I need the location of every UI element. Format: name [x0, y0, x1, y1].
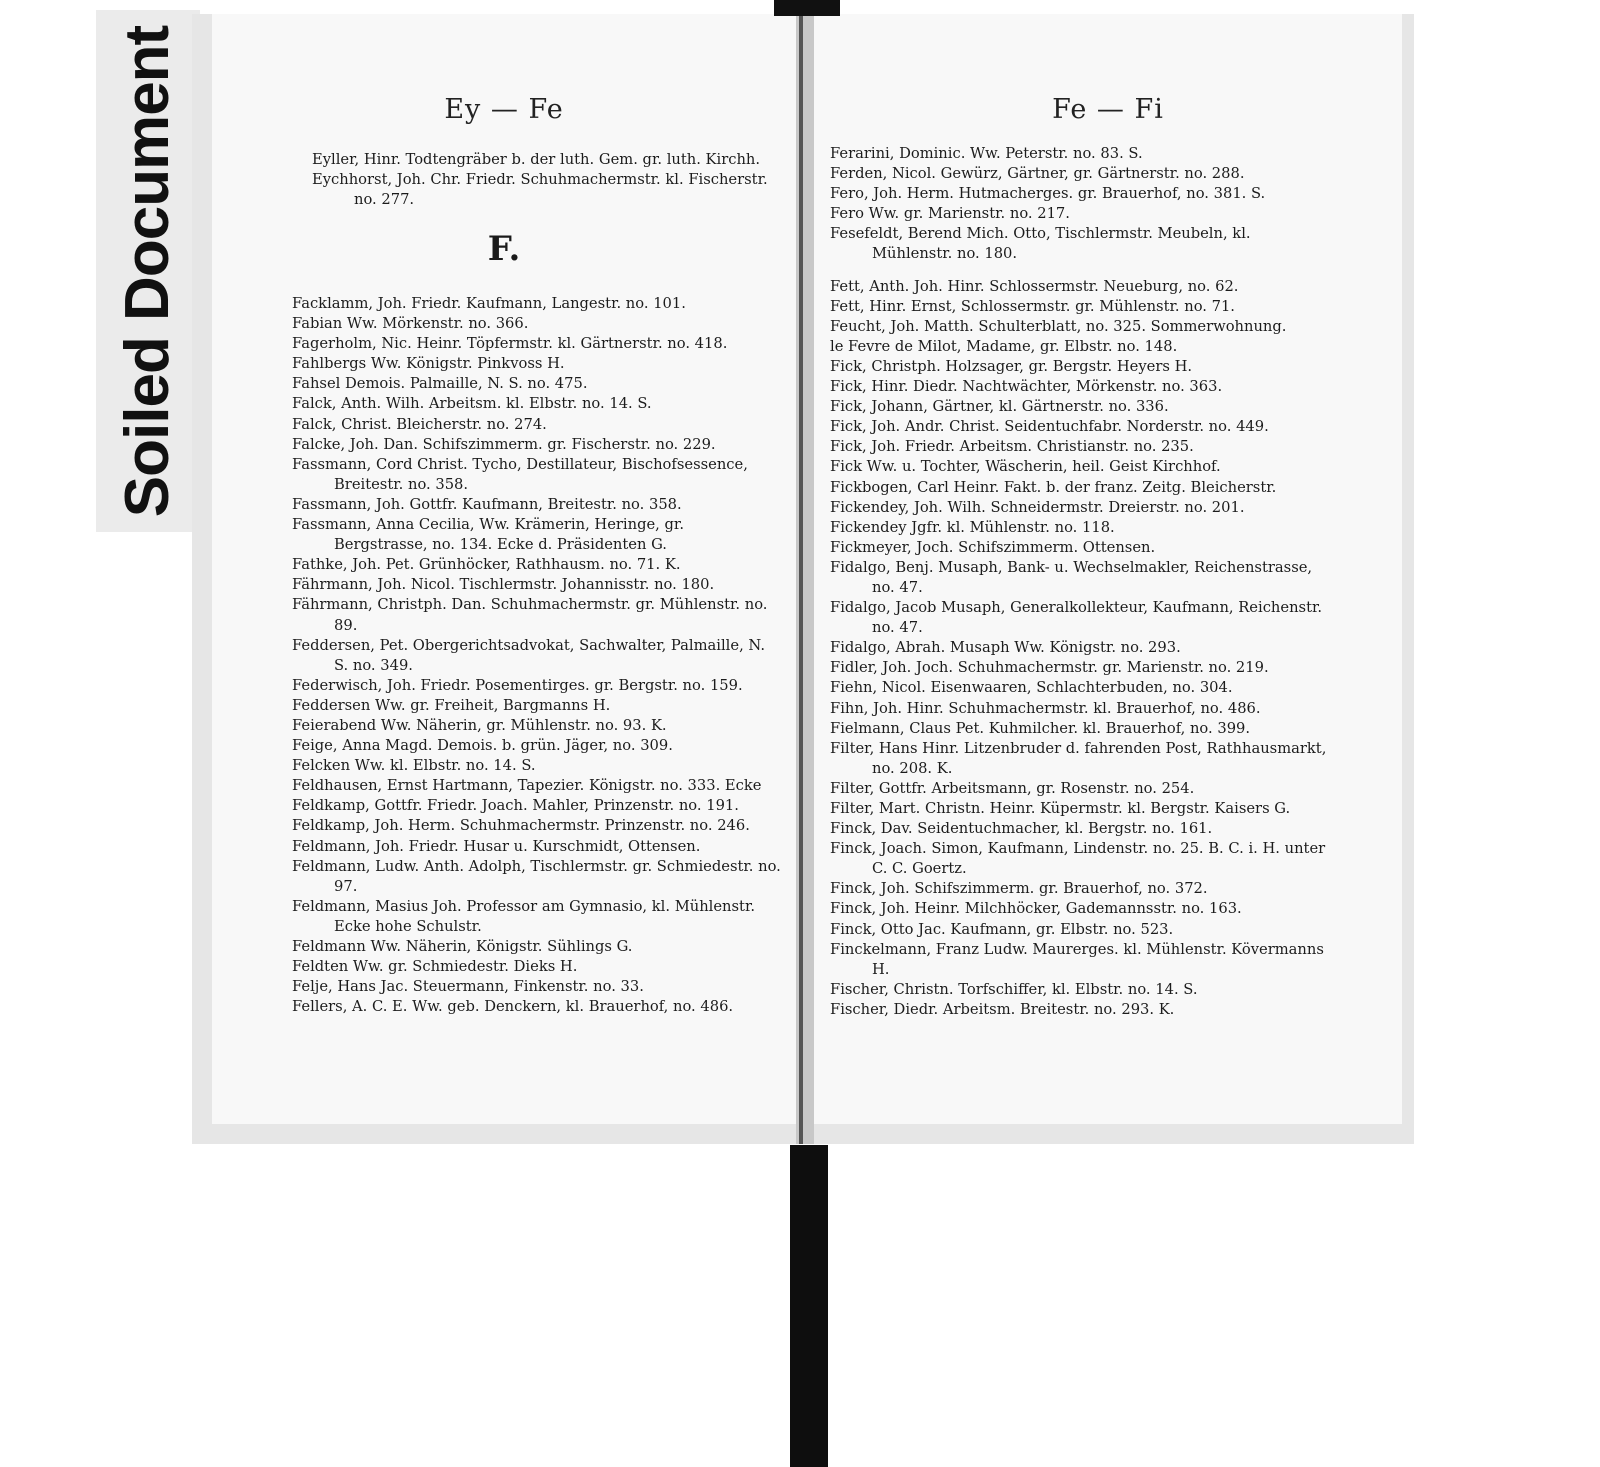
directory-entry: Felje, Hans Jac. Steuermann, Finkenstr. no. 33.	[292, 978, 644, 996]
left-entries	[292, 294, 782, 1017]
gutter-fold-line	[799, 14, 803, 1144]
right-running-head: Fe — Fi	[1052, 94, 1164, 125]
left-page	[212, 14, 796, 1124]
directory-entry: Finck, Joh. Heinr. Milchhöcker, Gademannsstr. no. 163.	[830, 900, 1242, 918]
directory-entry: Finck, Otto Jac. Kaufmann, gr. Elbstr. no. 523.	[830, 920, 1174, 938]
directory-entry: Federwisch, Joh. Friedr. Posementirges. gr. Bergstr. no. 159.	[292, 676, 743, 694]
directory-entry: Falck, Christ. Bleicherstr. no. 274.	[292, 415, 547, 433]
directory-entry: Fahsel Demois. Palmaille, N. S. no. 475.	[292, 375, 588, 393]
directory-entry: Fischer, Christn. Torfschiffer, kl. Elbstr. no. 14. S.	[830, 980, 1198, 998]
directory-entry: Fassmann, Cord Christ. Tycho, Destillateur, Bischofsessence, Breitestr. no. 358.	[292, 455, 748, 493]
directory-entry: Eyller, Hinr. Todtengräber b. der luth. Gem. gr. luth. Kirchh.	[312, 151, 761, 168]
bookmark-ribbon-top	[774, 0, 840, 16]
directory-entry: Fidalgo, Jacob Musaph, Generalkollekteur, Kaufmann, Reichenstr. no. 47.	[830, 599, 1323, 637]
directory-entry: Fathke, Joh. Pet. Grünhöcker, Rathhausm. no. 71. K.	[292, 556, 681, 574]
book-spread	[192, 14, 1414, 1144]
section-letter: F.	[487, 229, 521, 269]
left-top-entries	[312, 150, 782, 210]
directory-entry: Feldmann, Joh. Friedr. Husar u. Kurschmidt, Ottensen.	[292, 837, 701, 855]
directory-entry: Filter, Mart. Christn. Heinr. Küpermstr. kl. Bergstr. Kaisers G.	[830, 800, 1291, 817]
directory-entry: Fickendey Jgfr. kl. Mühlenstr. no. 118.	[830, 518, 1115, 536]
directory-entry: Finck, Dav. Seidentuchmacher, kl. Bergstr. no. 161.	[830, 820, 1213, 838]
directory-entry: Filter, Hans Hinr. Litzenbruder d. fahrenden Post, Rathhausmarkt, no. 208. K.	[830, 739, 1327, 777]
directory-entry: Fick, Joh. Andr. Christ. Seidentuchfabr. Norderstr. no. 449.	[830, 418, 1269, 436]
directory-entry: Feldten Ww. gr. Schmiedestr. Dieks H.	[292, 958, 578, 976]
directory-entry: Fiehn, Nicol. Eisenwaaren, Schlachterbuden, no. 304.	[830, 679, 1233, 697]
directory-entry: Feldmann, Ludw. Anth. Adolph, Tischlermstr. gr. Schmiedestr. no. 97.	[292, 857, 781, 895]
directory-entry: Fickendey, Joh. Wilh. Schneidermstr. Dreierstr. no. 201.	[830, 498, 1245, 516]
directory-entry: Fickmeyer, Joch. Schifszimmerm. Ottensen.	[830, 538, 1156, 556]
directory-entry: Feddersen Ww. gr. Freiheit, Bargmanns H.	[292, 696, 611, 714]
directory-entry: Feierabend Ww. Näherin, gr. Mühlenstr. no. 93. K.	[292, 716, 667, 734]
directory-entry: Filter, Gottfr. Arbeitsmann, gr. Rosenstr. no. 254.	[830, 779, 1195, 797]
directory-entry: Feddersen, Pet. Obergerichtsadvokat, Sachwalter, Palmaille, N. S. no. 349.	[292, 636, 765, 674]
directory-entry: Eychhorst, Joh. Chr. Friedr. Schuhmachermstr. kl. Fischerstr. no. 277.	[312, 171, 768, 209]
directory-entry: Fero Ww. gr. Marienstr. no. 217.	[830, 205, 1070, 223]
right-page	[814, 14, 1402, 1124]
directory-entry: Fidler, Joh. Joch. Schuhmachermstr. gr. Marienstr. no. 219.	[830, 659, 1269, 677]
directory-entry: Finckelmann, Franz Ludw. Maurerges. kl. Mühlenstr. Kövermanns H.	[830, 940, 1324, 978]
directory-entry: Ferden, Nicol. Gewürz, Gärtner, gr. Gärtnerstr. no. 288.	[830, 165, 1245, 183]
bookmark-ribbon-bottom	[790, 1145, 828, 1467]
stamp-label-wrapper	[96, 10, 200, 532]
directory-entry: Fero, Joh. Herm. Hutmacherges. gr. Brauerhof, no. 381. S.	[830, 185, 1266, 203]
directory-entry: Fick Ww. u. Tochter, Wäscherin, heil. Geist Kirchhof.	[830, 458, 1221, 476]
stamp-label-strip	[96, 10, 200, 532]
directory-entry: Finck, Joh. Schifszimmerm. gr. Brauerhof, no. 372.	[830, 880, 1208, 898]
directory-entry: Fahlbergs Ww. Königstr. Pinkvoss H.	[292, 355, 565, 373]
directory-entry: le Fevre de Milot, Madame, gr. Elbstr. no. 148.	[830, 337, 1178, 355]
left-running-head: Ey — Fe	[444, 94, 564, 125]
directory-entry: Feldmann Ww. Näherin, Königstr. Sühlings G.	[292, 938, 633, 955]
right-entries	[830, 144, 1330, 1020]
directory-entry: Fabian Ww. Mörkenstr. no. 366.	[292, 315, 529, 333]
directory-entry: Fihn, Joh. Hinr. Schuhmachermstr. kl. Brauerhof, no. 486.	[830, 699, 1261, 717]
directory-entry: Feldkamp, Joh. Herm. Schuhmachermstr. Prinzenstr. no. 246.	[292, 817, 750, 835]
directory-entry: Falcke, Joh. Dan. Schifszimmerm. gr. Fischerstr. no. 229.	[292, 435, 716, 453]
directory-entry: Fidalgo, Abrah. Musaph Ww. Königstr. no. 293.	[830, 639, 1181, 657]
directory-entry: Felcken Ww. kl. Elbstr. no. 14. S.	[292, 757, 536, 775]
directory-entry: Fidalgo, Benj. Musaph, Bank- u. Wechselmakler, Reichenstrasse, no. 47.	[830, 558, 1313, 596]
directory-entry: Fagerholm, Nic. Heinr. Töpfermstr. kl. Gärtnerstr. no. 418.	[292, 335, 728, 353]
directory-entry: Fick, Christph. Holzsager, gr. Bergstr. Heyers H.	[830, 357, 1193, 375]
directory-entry: Finck, Joach. Simon, Kaufmann, Lindenstr. no. 25. B. C. i. H. unter C. C. Goertz.	[830, 840, 1326, 878]
directory-entry: Feige, Anna Magd. Demois. b. grün. Jäger, no. 309.	[292, 737, 673, 755]
directory-entry: Feldmann, Masius Joh. Professor am Gymnasio, kl. Mühlenstr. Ecke hohe Schulstr.	[292, 897, 756, 935]
directory-entry: Fielmann, Claus Pet. Kuhmilcher. kl. Brauerhof, no. 399.	[830, 719, 1251, 737]
stamp-label: Soiled Document	[113, 25, 183, 517]
directory-entry: Fischer, Diedr. Arbeitsm. Breitestr. no. 293. K.	[830, 1000, 1175, 1018]
directory-entry: Fick, Johann, Gärtner, kl. Gärtnerstr. no. 336.	[830, 398, 1169, 416]
directory-entry: Fett, Anth. Joh. Hinr. Schlossermstr. Neueburg, no. 62.	[830, 277, 1239, 295]
directory-entry: Fesefeldt, Berend Mich. Otto, Tischlermstr. Meubeln, kl. Mühlenstr. no. 180.	[830, 225, 1251, 263]
directory-entry: Fett, Hinr. Ernst, Schlossermstr. gr. Mühlenstr. no. 71.	[830, 297, 1235, 315]
directory-entry: Fellers, A. C. E. Ww. geb. Denckern, kl. Brauerhof, no. 486.	[292, 998, 734, 1016]
directory-entry: Fassmann, Joh. Gottfr. Kaufmann, Breitestr. no. 358.	[292, 495, 682, 513]
directory-entry: Feldhausen, Ernst Hartmann, Tapezier. Königstr. no. 333. Ecke	[292, 777, 762, 795]
directory-entry: Feldkamp, Gottfr. Friedr. Joach. Mahler, Prinzenstr. no. 191.	[292, 797, 739, 815]
directory-entry: Feucht, Joh. Matth. Schulterblatt, no. 325. Sommerwohnung.	[830, 317, 1287, 335]
directory-entry: Fickbogen, Carl Heinr. Fakt. b. der franz. Zeitg. Bleicherstr.	[830, 478, 1277, 496]
directory-entry: Fick, Hinr. Diedr. Nachtwächter, Mörkenstr. no. 363.	[830, 378, 1223, 396]
directory-entry: Ferarini, Dominic. Ww. Peterstr. no. 83. S.	[830, 145, 1143, 162]
directory-entry: Fährmann, Christph. Dan. Schuhmachermstr. gr. Mühlenstr. no. 89.	[292, 596, 768, 634]
directory-entry: Fährmann, Joh. Nicol. Tischlermstr. Johannisstr. no. 180.	[292, 576, 715, 594]
directory-entry: Fassmann, Anna Cecilia, Ww. Krämerin, Heringe, gr. Bergstrasse, no. 134. Ecke d. Präsidenten G.	[292, 516, 684, 554]
directory-entry: Fick, Joh. Friedr. Arbeitsm. Christianstr. no. 235.	[830, 438, 1194, 456]
directory-entry: Facklamm, Joh. Friedr. Kaufmann, Langestr. no. 101.	[292, 295, 686, 312]
directory-entry: Falck, Anth. Wilh. Arbeitsm. kl. Elbstr. no. 14. S.	[292, 395, 652, 413]
